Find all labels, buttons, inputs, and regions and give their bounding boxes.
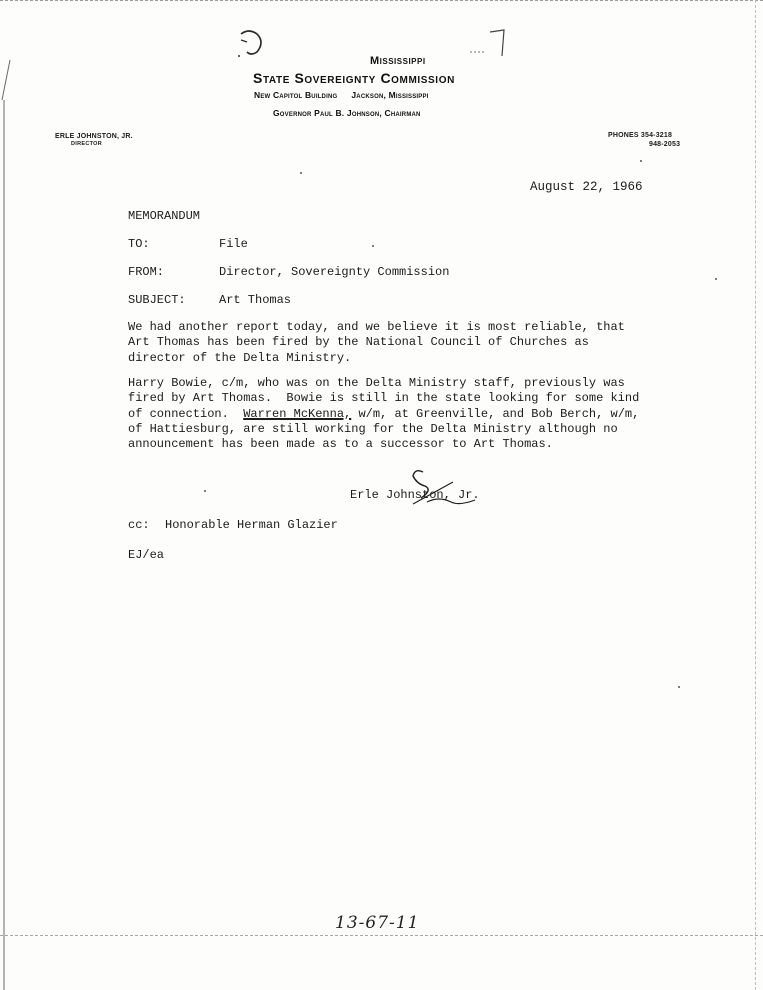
scan-speck xyxy=(204,490,206,492)
letterhead-governor: Governor Paul B. Johnson, Chairman xyxy=(273,108,421,118)
p2-line-3-post: w/m, at Greenville, and Bob Berch, w/m, xyxy=(351,406,640,421)
director-title: DIRECTOR xyxy=(71,141,103,147)
scan-edge-right xyxy=(755,0,757,990)
scan-speck xyxy=(372,245,374,247)
scan-speck xyxy=(300,172,302,174)
document-number: 13-67-11 xyxy=(335,913,420,933)
cc-value: Honorable Herman Glazier xyxy=(165,518,338,532)
to-label: TO: xyxy=(128,237,150,251)
cc-label: cc: xyxy=(128,518,150,532)
memo-date: August 22, 1966 xyxy=(530,180,643,194)
letterhead-state: Mississippi xyxy=(370,55,426,67)
paragraph-1 xyxy=(128,320,625,366)
handwritten-mark-icon xyxy=(235,22,275,62)
letterhead-address xyxy=(254,90,429,100)
paragraph-2 xyxy=(128,376,639,452)
from-label: FROM: xyxy=(128,265,165,279)
subject-value: Art Thomas xyxy=(219,293,292,307)
memo-heading: MEMORANDUM xyxy=(128,209,201,223)
p2-line-3-pre: of connection. xyxy=(128,406,244,421)
director-name: ERLE JOHNSTON, JR. xyxy=(55,133,133,140)
phone-line-2: 948-2053 xyxy=(649,141,681,148)
from-value: Director, Sovereignty Commission xyxy=(219,265,450,279)
p1-line-3: director of the Delta Ministry. xyxy=(128,350,352,365)
underlined-name: Warren McKenna, xyxy=(243,406,352,421)
left-edge-mark xyxy=(0,60,12,990)
phone-line-1: PHONES 354-3218 xyxy=(608,132,673,139)
to-value: File xyxy=(219,237,248,251)
letterhead-agency: State Sovereignty Commission xyxy=(253,70,455,86)
p1-line-2: Art Thomas has been fired by the National Council of Churches as xyxy=(128,335,589,350)
subject-label: SUBJECT: xyxy=(128,293,186,307)
p2-line-2: fired by Art Thomas. Bowie is still in the state looking for some kind xyxy=(128,391,640,406)
address-city: Jackson, Mississippi xyxy=(351,90,429,100)
signer-name: Erle Johnston, Jr. xyxy=(350,488,480,502)
scan-speck xyxy=(715,278,717,280)
scan-edge-bottom xyxy=(0,935,763,937)
scan-speck xyxy=(678,686,680,688)
corner-mark-icon xyxy=(470,28,510,58)
p2-line-1: Harry Bowie, c/m, who was on the Delta Ministry staff, previously was xyxy=(128,376,625,390)
p1-line-1: We had another report today, and we believe it is most reliable, that xyxy=(128,320,625,334)
p2-line-5: announcement has been made as to a successor to Art Thomas. xyxy=(128,437,553,452)
p2-line-4: of Hattiesburg, are still working for the Delta Ministry although no xyxy=(128,421,618,436)
scan-speck xyxy=(640,160,642,162)
scan-edge-top xyxy=(0,0,763,3)
address-building: New Capitol Building xyxy=(254,90,338,100)
typist-initials: EJ/ea xyxy=(128,548,165,562)
